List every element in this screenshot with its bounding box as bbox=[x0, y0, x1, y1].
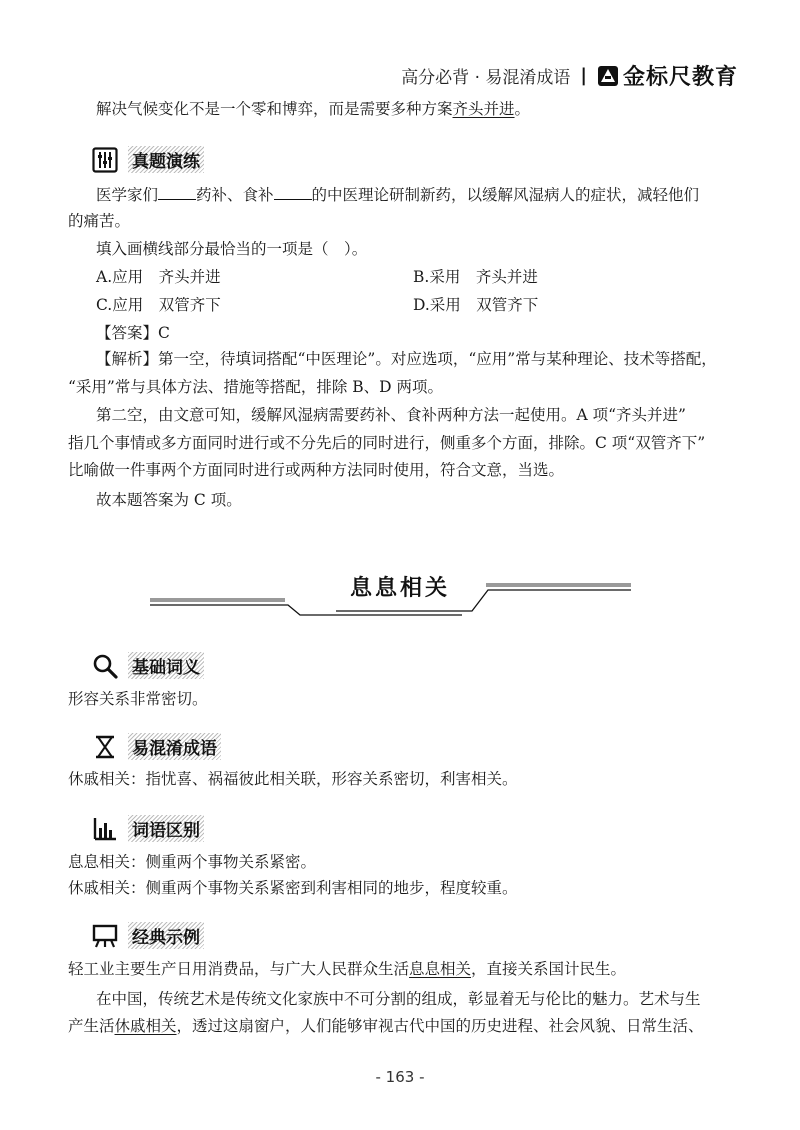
section-title: 词语区别 bbox=[128, 815, 204, 842]
stem-text-2: 药补、食补 bbox=[196, 186, 274, 204]
example-1-text: 轻工业主要生产日用消费品，与广大人民群众生活 bbox=[68, 960, 410, 978]
distinction-line-1: 息息相关：侧重两个事物关系紧密。 bbox=[68, 853, 317, 871]
intro-sentence bbox=[96, 98, 530, 120]
section-classic-examples bbox=[92, 922, 204, 949]
example-2-underlined-idiom: 休戚相关 bbox=[114, 1017, 177, 1035]
easel-board-icon bbox=[92, 923, 118, 949]
hourglass-icon bbox=[92, 734, 118, 760]
page-header bbox=[401, 60, 738, 91]
brand-logo bbox=[597, 60, 738, 91]
section-title: 基础词义 bbox=[128, 652, 204, 679]
example-2-line-2 bbox=[68, 1015, 704, 1037]
option-c: C.应用 双管齐下 bbox=[96, 296, 221, 314]
bar-chart-icon bbox=[92, 816, 118, 842]
stem-text-1: 医学家们 bbox=[96, 186, 159, 204]
section-title: 易混淆成语 bbox=[128, 733, 221, 760]
example-2-line-1: 在中国，传统艺术是传统文化家族中不可分割的组成，彰显着无与伦比的魅力。艺术与生 bbox=[96, 990, 701, 1008]
question-stem bbox=[96, 184, 699, 206]
section-confusable-idiom bbox=[92, 733, 221, 760]
answer-line: 【答案】C bbox=[96, 324, 170, 342]
header-separator: | bbox=[580, 65, 587, 86]
section-word-distinction bbox=[92, 815, 204, 842]
idiom-title-banner bbox=[0, 565, 800, 625]
sliders-icon bbox=[92, 147, 118, 173]
distinction-line-2: 休戚相关：侧重两个事物关系紧密到利害相同的地步，程度较重。 bbox=[68, 879, 518, 897]
idiom-title: 息息相关 bbox=[349, 575, 450, 601]
brand-name: 金标尺教育 bbox=[622, 65, 738, 90]
intro-text: 解决气候变化不是一个零和博弈，而是需要多种方案 bbox=[96, 100, 453, 118]
header-subtitle: 高分必背 · 易混淆成语 bbox=[401, 68, 571, 88]
answer-blank-1 bbox=[158, 185, 196, 200]
analysis-line-1: 【解析】第一空，待填词搭配“中医理论”。对应选项，“应用”常与某种理论、技术等搭配， bbox=[96, 350, 717, 368]
section-title: 真题演练 bbox=[128, 146, 204, 173]
example-2-text-end: ，透过这扇窗户，人们能够审视古代中国的历史进程、社会风貌、日常生活、 bbox=[176, 1017, 704, 1035]
answer-blank-2 bbox=[274, 185, 312, 200]
analysis-line-4: 指几个事情或多方面同时进行或不分先后的同时进行，侧重多个方面，排除。C 项“双管齐下” bbox=[68, 434, 706, 452]
basic-meaning-text: 形容关系非常密切。 bbox=[68, 690, 208, 708]
analysis-line-3: 第二空，由文意可知，缓解风湿病需要药补、食补两种方法一起使用。A 项“齐头并进” bbox=[96, 406, 686, 424]
question-stem-line2: 的痛苦。 bbox=[68, 212, 131, 230]
ruler-logo-icon bbox=[597, 65, 619, 87]
analysis-line-5: 比喻做一件事两个方面同时进行或两种方法同时使用，符合文意，当选。 bbox=[68, 461, 565, 479]
magnifier-icon bbox=[92, 653, 118, 679]
section-basic-meaning bbox=[92, 652, 204, 679]
analysis-line-2: “采用”常与具体方法、措施等搭配，排除 B、D 两项。 bbox=[68, 378, 444, 396]
conclusion-line: 故本题答案为 C 项。 bbox=[96, 491, 242, 509]
stem-text-3: 的中医理论研制新药，以缓解风湿病人的症状，减轻他们 bbox=[311, 186, 700, 204]
example-1-text-end: ，直接关系国计民生。 bbox=[471, 960, 627, 978]
page-number: - 163 - bbox=[375, 1068, 425, 1086]
section-exercise bbox=[92, 146, 204, 173]
example-2-text: 产生活 bbox=[68, 1017, 115, 1035]
example-1 bbox=[68, 958, 626, 980]
option-a: A.应用 齐头并进 bbox=[96, 268, 221, 286]
example-1-underlined-idiom: 息息相关 bbox=[409, 960, 472, 978]
intro-underlined-idiom: 齐头并进 bbox=[452, 100, 515, 118]
option-b: B.采用 齐头并进 bbox=[413, 268, 538, 286]
option-d: D.采用 双管齐下 bbox=[413, 296, 539, 314]
question-prompt: 填入画横线部分最恰当的一项是（ ）。 bbox=[96, 240, 368, 258]
intro-punct: 。 bbox=[514, 100, 531, 118]
section-title: 经典示例 bbox=[128, 922, 204, 949]
confusable-text: 休戚相关：指忧喜、祸福彼此相关联，形容关系密切，利害相关。 bbox=[68, 770, 518, 788]
